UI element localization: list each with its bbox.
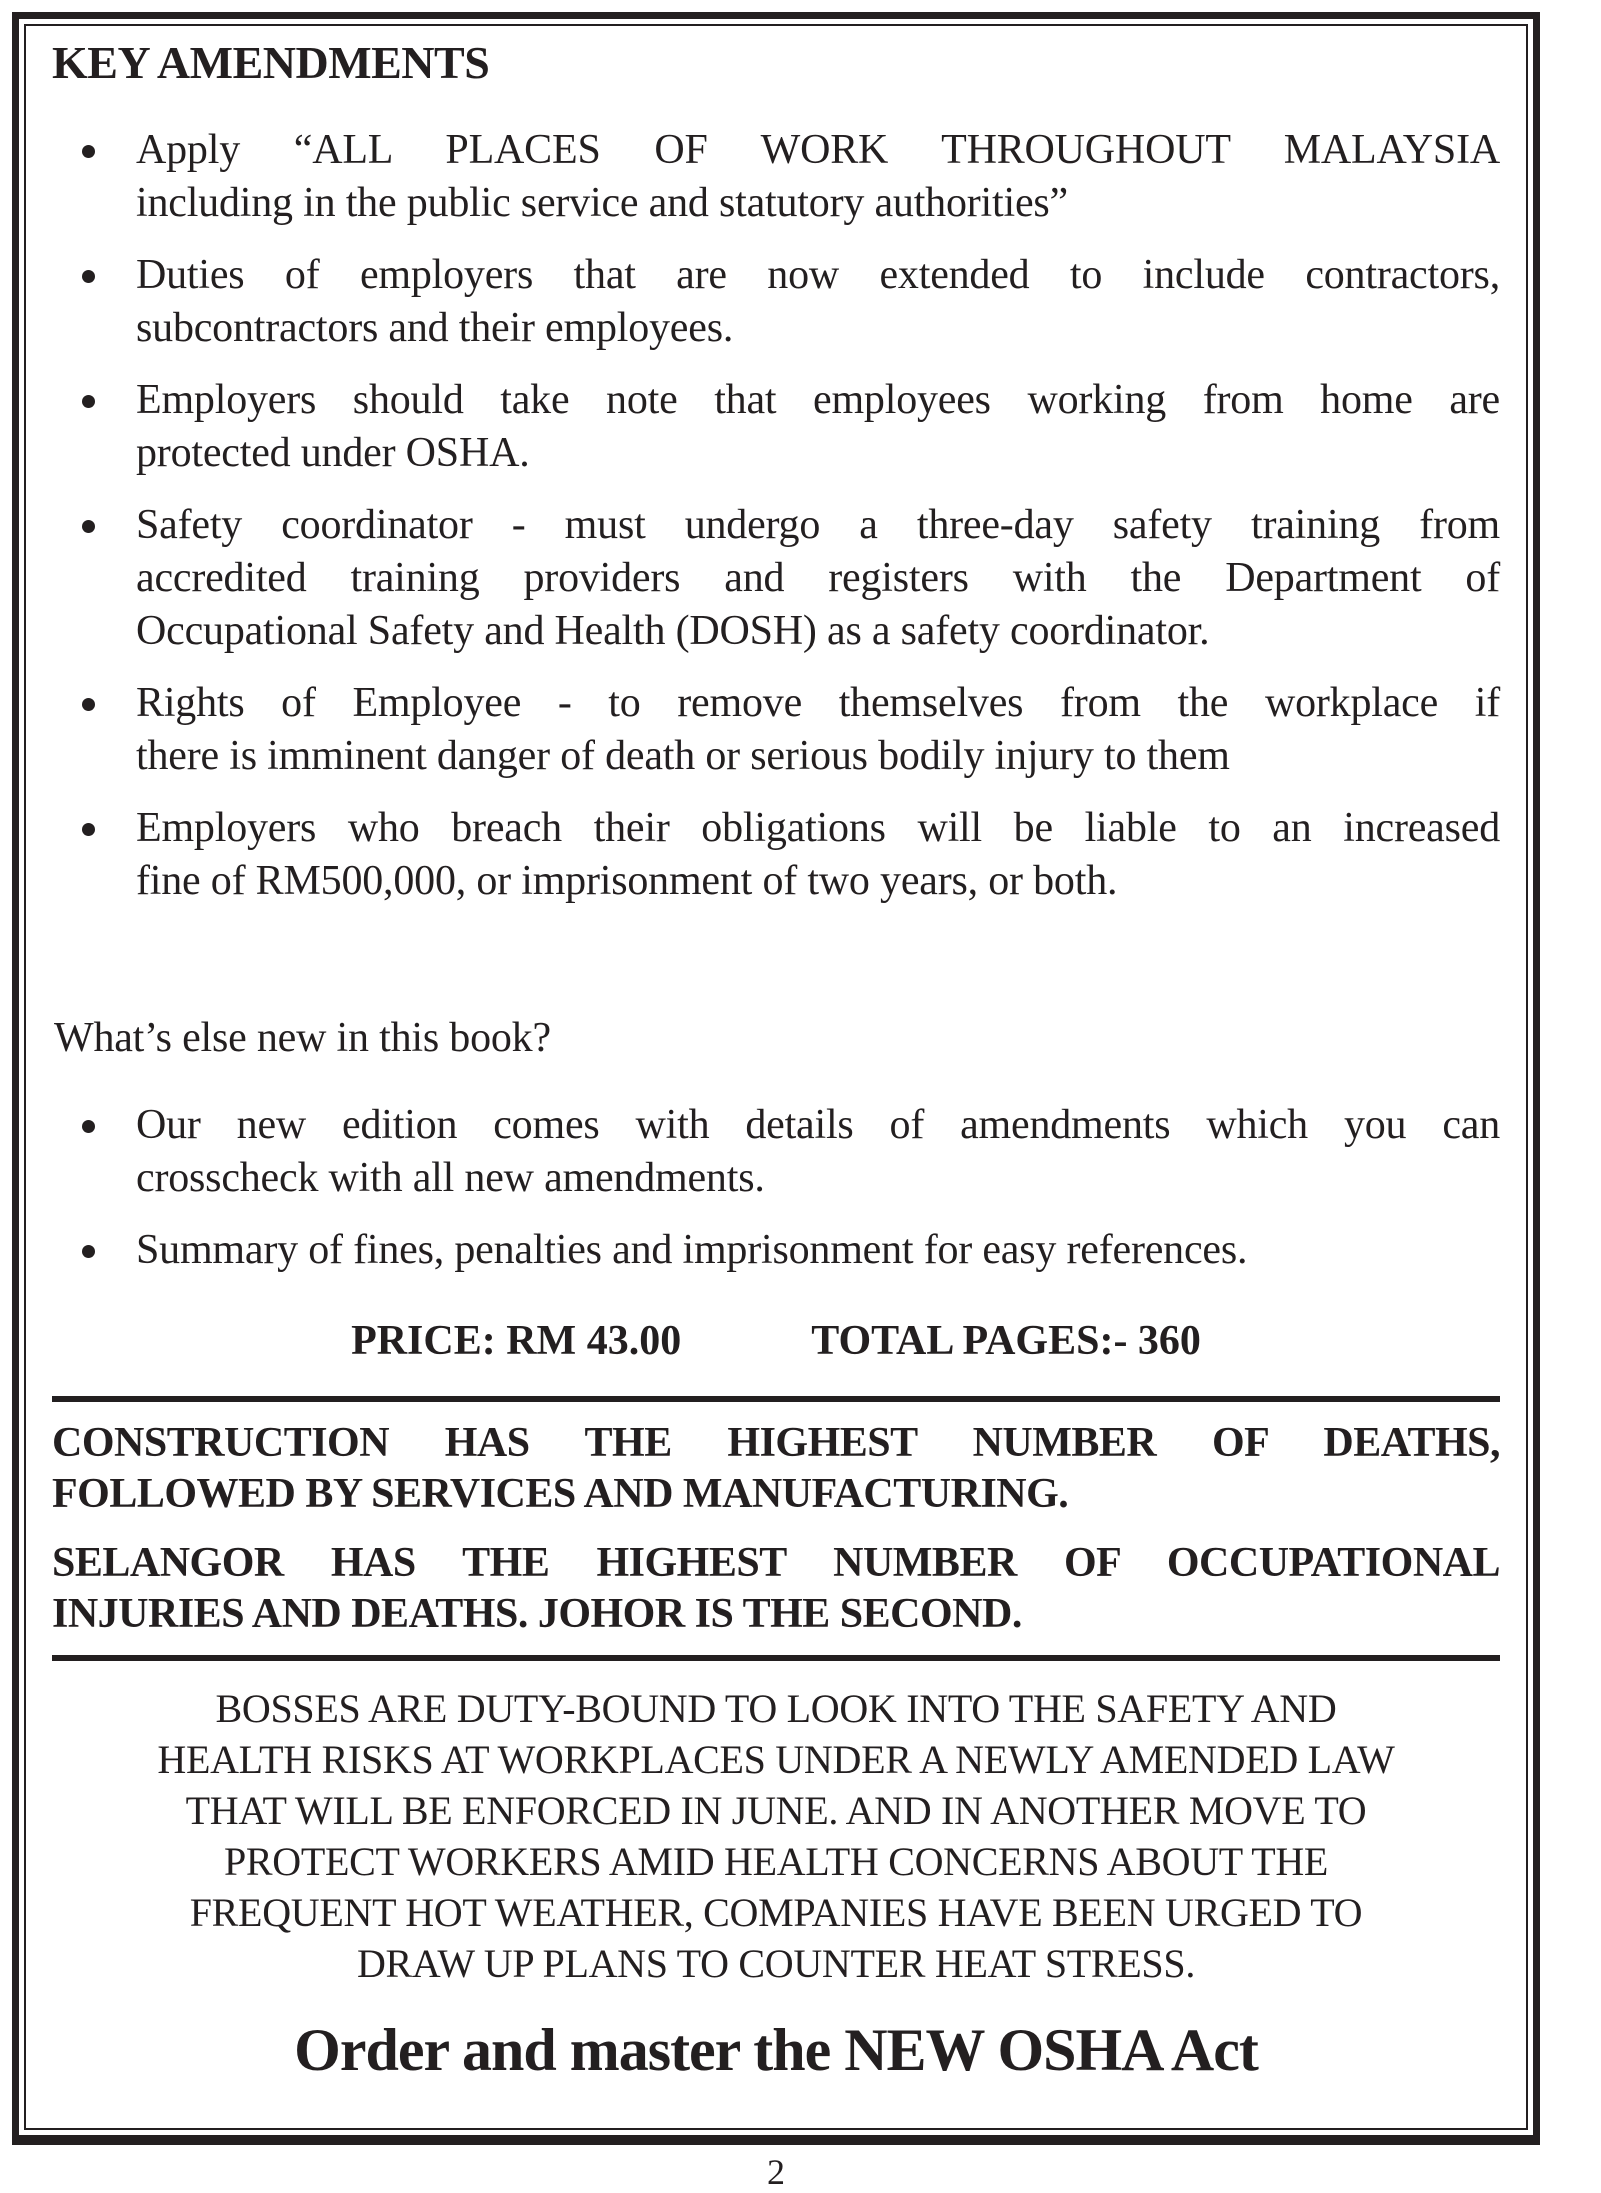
bullet-line: Summary of fines, penalties and imprisonment for easy references. [136, 1227, 1248, 1273]
stat-highlight-selangor [52, 1538, 1500, 1640]
bullet-dot-icon [82, 823, 95, 836]
bullet-dot-icon [82, 698, 95, 711]
decorative-border [12, 12, 1540, 2145]
bullet-line: including in the public service and statutory authorities” [136, 180, 1068, 226]
list-item [136, 249, 1500, 355]
notice-paragraph [52, 1683, 1500, 1989]
bullet-line: subcontractors and their employees. [136, 305, 734, 351]
content-area [26, 26, 1526, 2083]
stat-line: FOLLOWED BY SERVICES AND MANUFACTURING. [52, 1471, 1069, 1517]
stat-line: CONSTRUCTION HAS THE HIGHEST NUMBER OF DEATHS, [52, 1420, 1500, 1466]
notice-line: THAT WILL BE ENFORCED IN JUNE. AND IN ANOTHER MOVE TO [185, 1788, 1367, 1833]
notice-line: BOSSES ARE DUTY-BOUND TO LOOK INTO THE SAFETY AND [215, 1686, 1337, 1731]
bullet-line: Apply “ALL PLACES OF WORK THROUGHOUT MALAYSIA [136, 127, 1500, 173]
key-amendments-heading: KEY AMENDMENTS [52, 37, 490, 88]
total-pages-label: TOTAL PAGES:- 360 [811, 1318, 1201, 1364]
bullet-line: Rights of Employee - to remove themselves from the workplace if [136, 680, 1500, 726]
notice-line: DRAW UP PLANS TO COUNTER HEAT STRESS. [356, 1941, 1196, 1986]
list-item [136, 499, 1500, 658]
bullet-line: accredited training providers and registers with the Department of [136, 555, 1500, 601]
page-number: 2 [767, 2152, 785, 2192]
bullet-line: Employers who breach their obligations will be liable to an increased [136, 805, 1500, 851]
bullet-line: crosscheck with all new amendments. [136, 1155, 765, 1201]
bullet-line: Our new edition comes with details of amendments which you can [136, 1102, 1500, 1148]
bullet-dot-icon [82, 145, 95, 158]
divider-line [52, 1655, 1500, 1661]
bullet-dot-icon [82, 270, 95, 283]
key-amendments-list [52, 124, 1500, 908]
bullet-dot-icon [82, 1120, 95, 1133]
inner-border-line [24, 24, 1528, 2130]
whats-new-heading: What’s else new in this book? [54, 1015, 551, 1061]
stat-line: INJURIES AND DEATHS. JOHOR IS THE SECOND. [52, 1591, 1022, 1637]
cta-heading: Order and master the NEW OSHA Act [294, 2017, 1258, 2083]
bullet-line: Employers should take note that employees working from home are [136, 377, 1500, 423]
bullet-line: Safety coordinator - must undergo a three-day safety training from [136, 502, 1500, 548]
bullet-line: fine of RM500,000, or imprisonment of two years, or both. [136, 858, 1118, 904]
bullet-line: protected under OSHA. [136, 430, 530, 476]
bullet-line: there is imminent danger of death or serious bodily injury to them [136, 733, 1230, 779]
bullet-line: Occupational Safety and Health (DOSH) as a safety coordinator. [136, 608, 1210, 654]
stat-highlight-construction [52, 1418, 1500, 1520]
list-item [136, 124, 1500, 230]
notice-line: HEALTH RISKS AT WORKPLACES UNDER A NEWLY AMENDED LAW [157, 1737, 1395, 1782]
bullet-line: Duties of employers that are now extended to include contractors, [136, 252, 1500, 298]
list-item [136, 802, 1500, 908]
whats-new-list [52, 1099, 1500, 1277]
list-item [136, 1224, 1500, 1277]
notice-line: FREQUENT HOT WEATHER, COMPANIES HAVE BEEN URGED TO [189, 1890, 1363, 1935]
list-item [136, 374, 1500, 480]
stat-line: SELANGOR HAS THE HIGHEST NUMBER OF OCCUPATIONAL [52, 1540, 1500, 1586]
bullet-dot-icon [82, 395, 95, 408]
bullet-dot-icon [82, 1245, 95, 1258]
notice-line: PROTECT WORKERS AMID HEALTH CONCERNS ABOUT THE [223, 1839, 1329, 1884]
divider-line [52, 1396, 1500, 1402]
list-item [136, 677, 1500, 783]
bullet-dot-icon [82, 520, 95, 533]
price-total-row [52, 1315, 1500, 1368]
list-item [136, 1099, 1500, 1205]
price-label: PRICE: RM 43.00 [351, 1318, 682, 1364]
